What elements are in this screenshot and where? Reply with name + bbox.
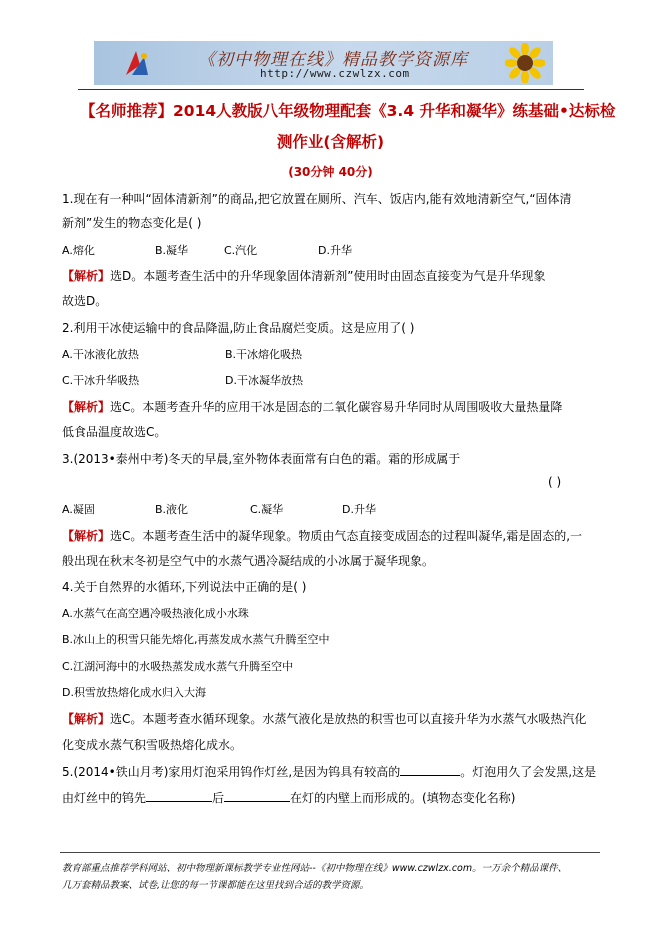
q5-stem-text-2a: 由灯丝中的钨先 xyxy=(62,791,147,805)
document-title-line1: 【名师推荐】2014人教版八年级物理配套《3.4 升华和凝华》练基础•达标检 xyxy=(80,102,616,120)
analysis-label: 【解析】 xyxy=(62,529,111,543)
q3-option-b: B.液化 xyxy=(155,503,189,516)
q1-analysis-text: 选D。本题考查生活中的升华现象固体清新剂”使用时由固态直接变为气是升华现象 xyxy=(110,269,546,283)
q4-analysis-line1 xyxy=(62,710,586,727)
q5-stem-text-2b: 后 xyxy=(212,791,225,805)
q3-option-a: A.凝固 xyxy=(62,503,95,516)
q5-blank-1[interactable] xyxy=(400,763,460,776)
q2-option-a: A.干冰液化放热 xyxy=(62,348,139,361)
q4-option-c: C.江湖河海中的水吸热蒸发成水蒸气升腾至空中 xyxy=(62,660,294,673)
analysis-label: 【解析】 xyxy=(62,269,111,283)
q4-option-d: D.积雪放热熔化成水归入大海 xyxy=(62,686,206,699)
q2-analysis-line1 xyxy=(62,398,562,415)
q2-stem: 2.利用干冰使运输中的食品降温,防止食品腐烂变质。这是应用了( ) xyxy=(62,321,415,335)
q1-option-b: B.凝华 xyxy=(155,244,189,257)
q2-analysis-line2: 低食品温度故选C。 xyxy=(62,425,167,439)
q2-analysis-text: 选C。本题考查升华的应用干冰是固态的二氧化碳容易升华同时从周围吸收大量热量降 xyxy=(110,400,563,414)
q5-stem-line1 xyxy=(62,763,596,780)
q4-analysis-line2: 化变成水蒸气积雪吸热熔化成水。 xyxy=(62,738,243,752)
q3-analysis-line2: 般出现在秋末冬初是空气中的水蒸气遇冷凝结成的小冰属于凝华现象。 xyxy=(62,554,435,568)
q5-blank-3[interactable] xyxy=(224,789,290,802)
q3-analysis-line1 xyxy=(62,527,582,544)
q2-option-b: B.干冰熔化吸热 xyxy=(225,348,303,361)
site-logo-icon xyxy=(122,47,154,79)
q5-stem-line2 xyxy=(62,789,515,806)
q5-stem-text-1a: 5.(2014•铁山月考)家用灯泡采用钨作灯丝,是因为钨具有较高的 xyxy=(62,765,401,779)
q1-analysis-line1 xyxy=(62,267,545,284)
header-banner xyxy=(94,41,553,85)
q4-stem: 4.关于自然界的水循环,下列说法中正确的是( ) xyxy=(62,580,307,594)
q3-option-c: C.凝华 xyxy=(250,503,284,516)
q3-stem-line2: ( ) xyxy=(548,475,562,489)
q5-blank-2[interactable] xyxy=(146,789,212,802)
analysis-label: 【解析】 xyxy=(62,712,111,726)
q2-option-c: C.干冰升华吸热 xyxy=(62,374,140,387)
q1-option-a: A.熔化 xyxy=(62,244,95,257)
time-score: (30分钟 40分) xyxy=(288,165,373,179)
q3-option-d: D.升华 xyxy=(342,503,376,516)
analysis-label: 【解析】 xyxy=(62,400,111,414)
q2-option-d: D.干冰凝华放热 xyxy=(225,374,303,387)
q1-option-d: D.升华 xyxy=(318,244,352,257)
q4-option-a: A.水蒸气在高空遇冷吸热液化成小水珠 xyxy=(62,607,249,620)
footer-line2: 几万套精品教案、试卷,让您的每一节课都能在这里找到合适的教学资源。 xyxy=(62,880,370,891)
q3-analysis-text: 选C。本题考查生活中的凝华现象。物质由气态直接变成固态的过程叫凝华,霜是固态的,一 xyxy=(110,529,583,543)
header-divider xyxy=(78,89,584,90)
q4-analysis-text: 选C。本题考查水循环现象。水蒸气液化是放热的积雪也可以直接升华为水蒸气水吸热汽化 xyxy=(110,712,587,726)
q5-stem-text-2c: 在灯的内壁上而形成的。(填物态变化名称) xyxy=(290,791,516,805)
sunflower-icon xyxy=(505,43,545,83)
q3-stem-line1: 3.(2013•泰州中考)冬天的早晨,室外物体表面常有白色的霜。霜的形成属于 xyxy=(62,452,461,466)
q1-stem-line1: 1.现在有一种叫“固体清新剂”的商品,把它放置在厕所、汽车、饭店内,能有效地清新空气,“固体清 xyxy=(62,192,572,206)
q1-option-c: C.汽化 xyxy=(224,244,258,257)
document-title-line2: 测作业(含解析) xyxy=(276,133,385,151)
banner-url: http://www.czwlzx.com xyxy=(260,67,410,80)
banner-title: 《初中物理在线》精品教学资源库 xyxy=(198,50,468,70)
q1-stem-line2: 新剂”发生的物态变化是( ) xyxy=(62,216,202,230)
footer-divider xyxy=(60,852,600,853)
q1-analysis-line2: 故选D。 xyxy=(62,294,108,308)
footer-line1: 教育部重点推荐学科网站、初中物理新课标教学专业性网站--《初中物理在线》www.czwlzx.com。一万余个精品课件、 xyxy=(62,863,568,874)
q5-stem-text-1b: 。灯泡用久了会发黑,这是 xyxy=(460,765,597,779)
q4-option-b: B.冰山上的积雪只能先熔化,再蒸发成水蒸气升腾至空中 xyxy=(62,633,330,646)
